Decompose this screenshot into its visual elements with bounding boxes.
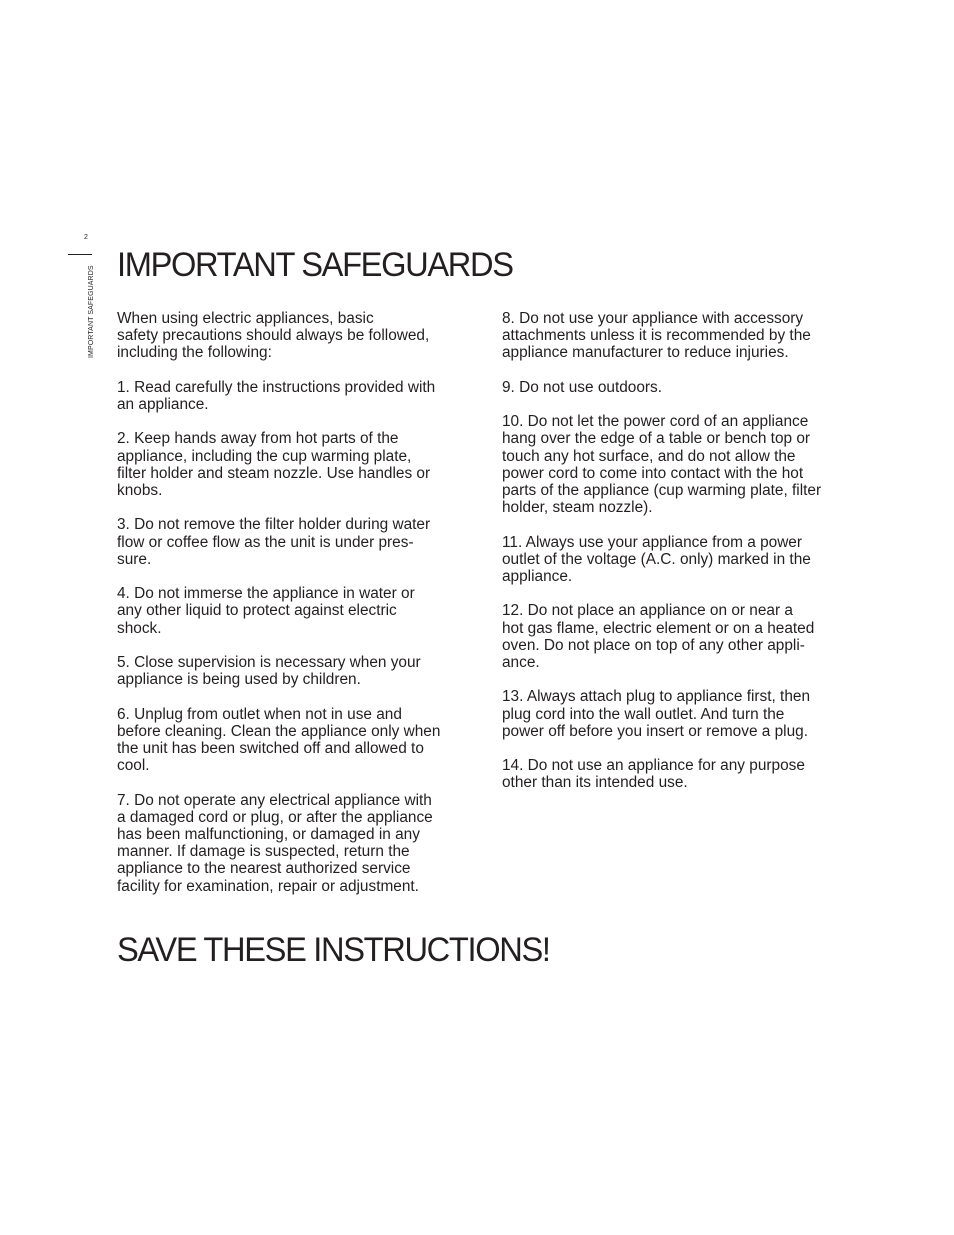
intro-paragraph: When using electric appliances, basic safety precautions should always be followed, including the following: — [117, 310, 430, 362]
page-number: 2 — [84, 234, 88, 241]
left-column — [117, 310, 479, 912]
safeguard-item: 6. Unplug from outlet when not in use and before cleaning. Clean the appliance only when the unit has been switched off and allowed to cool. — [117, 705, 441, 775]
safeguard-item: 8. Do not use your appliance with accessory attachments unless it is recommended by the appliance manufacturer to reduce injuries. — [502, 310, 811, 362]
safeguard-item: 3. Do not remove the filter holder during water flow or coffee flow as the unit is under pres- sure. — [117, 516, 431, 568]
safeguard-item: 13. Always attach plug to appliance first, then plug cord into the wall outlet. And turn the power off before you insert or remove a plug. — [502, 688, 811, 740]
safeguard-item: 10. Do not let the power cord of an appliance hang over the edge of a table or bench top or touch any hot surface, and do not allow the power cord to come into contact with the hot parts of the appliance (cup warming plate, filter holder, steam nozzle). — [502, 413, 822, 517]
page-title: IMPORTANT SAFEGUARDS — [117, 246, 513, 284]
safeguard-item: 2. Keep hands away from hot parts of the appliance, including the cup warming plate, filter holder and steam nozzle. Use handles or knobs. — [117, 430, 431, 499]
safeguard-item: 9. Do not use outdoors. — [502, 378, 662, 396]
side-section-label: IMPORTANT SAFEGUARDS — [88, 265, 95, 358]
safeguard-item: 1. Read carefully the instructions provided with an appliance. — [117, 378, 436, 413]
safeguard-item: 4. Do not immerse the appliance in water or any other liquid to protect against electric shock. — [117, 585, 415, 637]
safeguard-item: 11. Always use your appliance from a power outlet of the voltage (A.C. only) marked in the appliance. — [502, 533, 811, 585]
safeguard-item: 12. Do not place an appliance on or near a hot gas flame, electric element or on a heated oven. Do not place on top of any other appli- ance. — [502, 602, 815, 671]
safeguard-item: 7. Do not operate any electrical appliance with a damaged cord or plug, or after the appliance has been malfunctioning, or damaged in any manner. If damage is suspected, return the appliance to the nearest authorized service facility for examination, repair or adjustment. — [117, 791, 433, 895]
closing-heading: SAVE THESE INSTRUCTIONS! — [117, 931, 550, 969]
safeguard-item: 5. Close supervision is necessary when your appliance is being used by children. — [117, 653, 421, 689]
right-column — [502, 310, 868, 809]
safeguard-item: 14. Do not use an appliance for any purpose other than its intended use. — [502, 757, 805, 792]
side-divider — [68, 254, 92, 255]
